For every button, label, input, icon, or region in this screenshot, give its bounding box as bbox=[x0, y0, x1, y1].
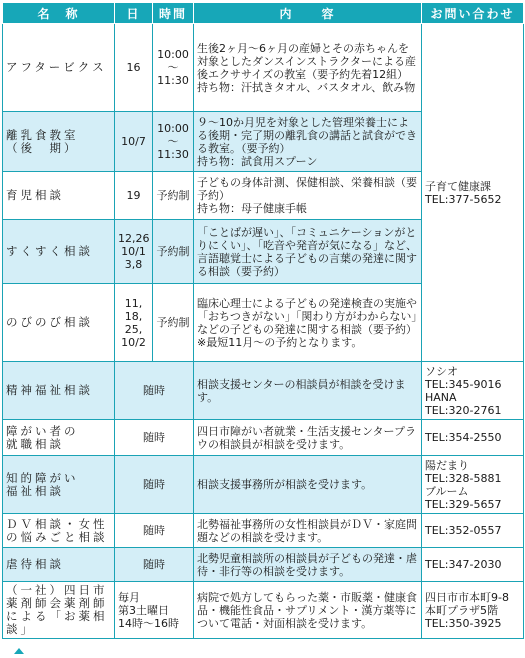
row-content: 北勢児童相談所の相談員が子どもの発達・虐待・非行等の相談を受けます。 bbox=[194, 548, 422, 582]
row-contact: TEL:352-0557 bbox=[422, 514, 524, 548]
triangle-marker-icon bbox=[14, 648, 24, 654]
table-row bbox=[3, 420, 524, 456]
row-when: 随時 bbox=[115, 548, 194, 582]
table-row bbox=[3, 514, 524, 548]
row-name: のびのび相談 bbox=[3, 284, 115, 362]
row-name: 障がい者の 就職相談 bbox=[3, 420, 115, 456]
row-content: 子どもの身体計測、保健相談、栄養相談（要予約） 持ち物：母子健康手帳 bbox=[194, 172, 422, 220]
header-name: 名 称 bbox=[3, 3, 115, 24]
header-time: 時間 bbox=[153, 3, 194, 24]
row-name: 育児相談 bbox=[3, 172, 115, 220]
table-row bbox=[3, 548, 524, 582]
row-when: 随時 bbox=[115, 362, 194, 420]
row-content: 相談支援事務所が相談を受けます。 bbox=[194, 456, 422, 514]
row-contact: TEL:354-2550 bbox=[422, 420, 524, 456]
row-contact: ソシオ TEL:345-9016 HANA TEL:320-2761 bbox=[422, 362, 524, 420]
row-content: 四日市障がい者就業・生活支援センタープラウの相談員が相談を受けます。 bbox=[194, 420, 422, 456]
row-content: 北勢福祉事務所の女性相談員がＤＶ・家庭問題などの相談を受けます。 bbox=[194, 514, 422, 548]
row-name: 虐待相談 bbox=[3, 548, 115, 582]
row-date: 16 bbox=[115, 24, 153, 112]
row-date: 11, 18, 25, 10/2 bbox=[115, 284, 153, 362]
row-contact: 陽だまり TEL:328-5881 ブルーム TEL:329-5657 bbox=[422, 456, 524, 514]
row-name: 精神福祉相談 bbox=[3, 362, 115, 420]
table-row bbox=[3, 24, 524, 112]
table-row bbox=[3, 456, 524, 514]
header-date: 日 bbox=[115, 3, 153, 24]
header-content: 内 容 bbox=[194, 3, 422, 24]
row-when: 随時 bbox=[115, 514, 194, 548]
row-name: すくすく相談 bbox=[3, 220, 115, 284]
row-when: 随時 bbox=[115, 420, 194, 456]
row-content: 「ことばが遅い」、「コミュニケーションがとりにくい」、「吃音や発音が気になる」など、言語聴覚士による子どもの言葉の発達に関する相談（要予約） bbox=[194, 220, 422, 284]
table-row bbox=[3, 362, 524, 420]
row-content: 臨床心理士による子どもの発達検査の実施や「おちつきがない」「関わり方がわからない」などの子どもの発達に関する相談（要予約） ※最短11月～の予約となります。 bbox=[194, 284, 422, 362]
table-header bbox=[3, 3, 524, 24]
header-contact: お問い合わせ bbox=[422, 3, 524, 24]
row-time: 予約制 bbox=[153, 172, 194, 220]
row-time: 予約制 bbox=[153, 220, 194, 284]
row-name: アフタービクス bbox=[3, 24, 115, 112]
row-date: 10/7 bbox=[115, 112, 153, 172]
consultation-table bbox=[2, 2, 524, 639]
row-time: 10:00 ～ 11:30 bbox=[153, 24, 194, 112]
row-date: 19 bbox=[115, 172, 153, 220]
row-name: 知的障がい 福祉相談 bbox=[3, 456, 115, 514]
row-content: 病院で処方してもらった薬・市販薬・健康食品・機能性食品・サプリメント・漢方薬等について電話・対面相談を受けます。 bbox=[194, 582, 422, 639]
row-name: ＤＶ相談・女性の悩みごと相談 bbox=[3, 514, 115, 548]
row-when: 随時 bbox=[115, 456, 194, 514]
row-name: （一社）四日市薬剤師会薬剤師による「お薬相談」 bbox=[3, 582, 115, 639]
row-content: ９～10か月児を対象とした管理栄養士による後期・完了期の離乳食の講話と試食ができる教室。（要予約） 持ち物：試食用スプーン bbox=[194, 112, 422, 172]
row-name: 離乳食教室 （後 期） bbox=[3, 112, 115, 172]
row-when: 毎月 第3土曜日 14時～16時 bbox=[115, 582, 194, 639]
row-time: 10:00 ～ 11:30 bbox=[153, 112, 194, 172]
row-content: 相談支援センターの相談員が相談を受けます。 bbox=[194, 362, 422, 420]
row-date: 12,26 10/1 3,8 bbox=[115, 220, 153, 284]
table-row bbox=[3, 582, 524, 639]
shared-contact: 子育て健康課 TEL:377-5652 bbox=[422, 24, 524, 362]
row-time: 予約制 bbox=[153, 284, 194, 362]
row-contact: 四日市市本町9-8 本町プラザ5階 TEL:350-3925 bbox=[422, 582, 524, 639]
row-content: 生後2ヶ月～6ヶ月の産婦とその赤ちゃんを対象としたダンスインストラクターによる産後エクササイズの教室（要予約先着12組） 持ち物：汗拭きタオル、バスタオル、飲み物 bbox=[194, 24, 422, 112]
row-contact: TEL:347-2030 bbox=[422, 548, 524, 582]
